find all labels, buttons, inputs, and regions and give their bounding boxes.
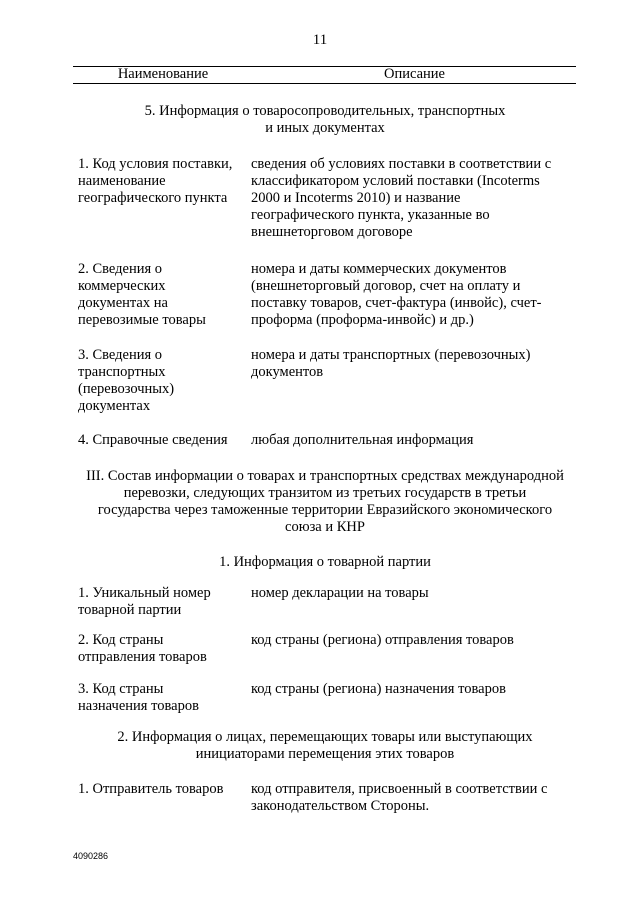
row-name: 2. Сведения о коммерческих документах на перевозимые товары [78, 261, 206, 328]
column-header-name: Наименование [117, 66, 209, 82]
row-name: 3. Код страны назначения товаров [78, 681, 199, 714]
row-name: 2. Код страны отправления товаров [78, 632, 207, 665]
row-description: номера и даты коммерческих документов (внешнеторговый договор, счет на оплату и поставку товаров, счет-фактура (инвойс), счет- проформа (проформа-инвойс) и др.) [251, 261, 542, 328]
row-name: 1. Уникальный номер товарной партии [78, 585, 211, 618]
table-header-bottom-rule [73, 83, 576, 84]
subsection-2-title: 2. Информация о лицах, перемещающих товары или выступающих инициаторами перемещения этих товаров [117, 729, 533, 762]
row-name: 3. Сведения о транспортных (перевозочных) документах [78, 347, 175, 414]
row-description: код отправителя, присвоенный в соответствии с законодательством Стороны. [251, 781, 548, 814]
page-number: 11 [312, 32, 328, 48]
document-id: 4090286 [73, 851, 109, 861]
column-header-description: Описание [384, 66, 445, 82]
subsection-1-title: 1. Информация о товарной партии [219, 554, 431, 570]
row-description: код страны (региона) назначения товаров [251, 681, 506, 697]
row-name: 1. Отправитель товаров [78, 781, 224, 797]
part-3-title: III. Состав информации о товарах и транспортных средствах международной перевозки, следующих транзитом из третьих государств в третьи государства через таможенные территории Евразийского экономического союза и КНР [86, 468, 564, 535]
row-name: 4. Справочные сведения [78, 432, 228, 448]
section-5-title: 5. Информация о товаросопроводительных, транспортных и иных документах [144, 103, 506, 136]
row-description: сведения об условиях поставки в соответствии с классификатором условий поставки (Incoterms 2000 и Incoterms 2010) и название географического пункта, указанные во внешнеторговом договоре [251, 156, 552, 240]
row-description: номера и даты транспортных (перевозочных) документов [251, 347, 531, 380]
row-description: номер декларации на товары [251, 585, 429, 601]
row-description: любая дополнительная информация [251, 432, 474, 448]
row-name: 1. Код условия поставки, наименование географического пункта [78, 156, 233, 206]
row-description: код страны (региона) отправления товаров [251, 632, 514, 648]
